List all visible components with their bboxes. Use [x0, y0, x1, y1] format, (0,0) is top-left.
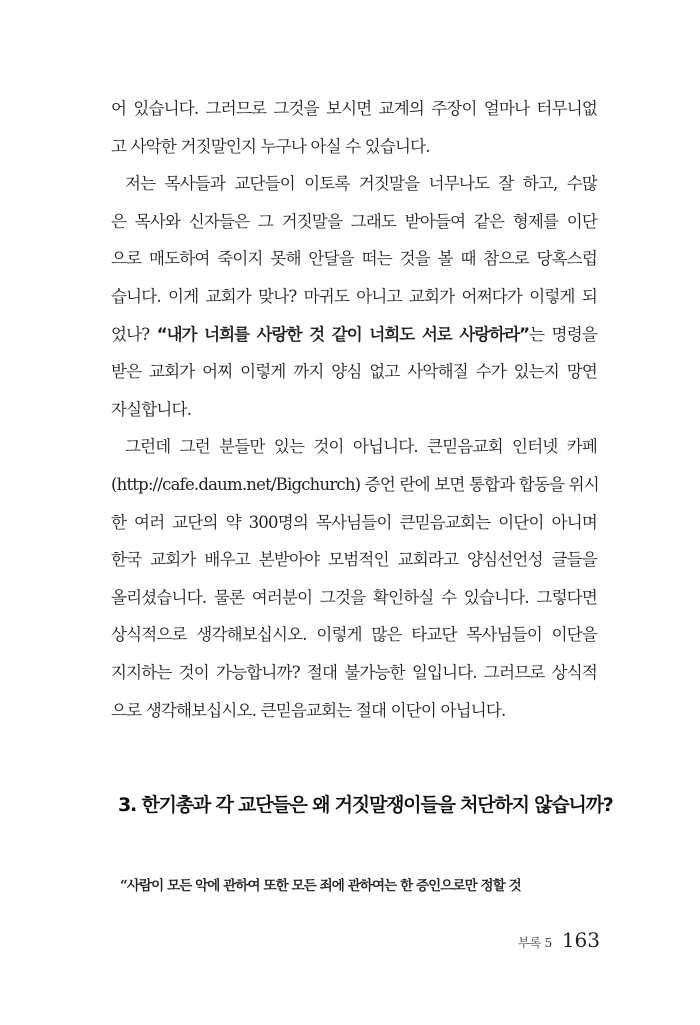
body-text: [111, 90, 597, 729]
text-line: 어 있습니다. 그러므로 그것을 보시면 교계의 주장이 얼마나 터무니없: [111, 99, 597, 118]
paragraph-start-line: 그런데 그런 분들만 있는 것이 아닙니다. 큰믿음교회 인터넷 카페: [125, 437, 597, 457]
text-line: 자실합니다.: [111, 399, 192, 419]
text-line: 상식적으로 생각해보십시오. 이렇게 많은 타교단 목사님들이 이단을: [111, 625, 597, 645]
text-line: 은 목사와 신자들은 그 거짓말을 그래도 받아들여 같은 형제를 이단: [111, 211, 597, 231]
text-line: 습니다. 이게 교회가 맞나? 마귀도 아니고 교회가 어쩌다가 이렇게 되: [111, 286, 597, 306]
text-span: 는 명령을: [529, 324, 597, 344]
text-line: 한국 교회가 배우고 본받아야 모범적인 교회라고 양심선언성 글들을: [111, 550, 597, 570]
text-line: (http://cafe.daum.net/Bigchurch) 증언 란에 보면 통합과 합동을 위시: [111, 474, 599, 494]
text-line: 고 사악한 거짓말인지 누구나 아실 수 있습니다.: [111, 136, 430, 156]
footer-section-label: 부록 5: [517, 935, 552, 950]
text-line: 받은 교회가 어찌 이렇게 까지 양심 없고 사악해질 수가 있는지 망연: [111, 362, 597, 382]
page-footer: [518, 928, 600, 952]
bible-quote: “사람이 모든 악에 관하여 또한 모든 죄에 관하여는 한 증인으로만 정할 것: [120, 878, 521, 894]
text-line: 으로 생각해보십시오. 큰믿음교회는 절대 이단이 아닙니다.: [111, 700, 506, 720]
text-line: 으로 매도하여 죽이지 못해 안달을 떠는 것을 볼 때 참으로 당혹스럽: [111, 249, 597, 269]
text-line-with-emphasis: [111, 316, 597, 354]
paragraph-start-line: 저는 목사들과 교단들이 이토록 거짓말을 너무나도 잘 하고, 수많: [125, 174, 597, 194]
page-number: 163: [561, 928, 600, 952]
text-line: 지지하는 것이 가능합니까? 절대 불가능한 일입니다. 그러므로 상식적: [111, 662, 597, 682]
text-span: 었나?: [111, 324, 157, 344]
section-heading: 3. 한기총과 각 교단들은 왜 거짓말쟁이들을 처단하지 않습니까?: [118, 794, 613, 816]
text-line: 올리셨습니다. 물론 여러분이 그것을 확인하실 수 있습니다. 그렇다면: [111, 587, 597, 607]
text-line: 한 여러 교단의 약 300명의 목사님들이 큰믿음교회는 이단이 아니며: [111, 512, 597, 532]
bible-quote-emphasis: “내가 너희를 사랑한 것 같이 너희도 서로 사랑하라”: [156, 324, 530, 344]
